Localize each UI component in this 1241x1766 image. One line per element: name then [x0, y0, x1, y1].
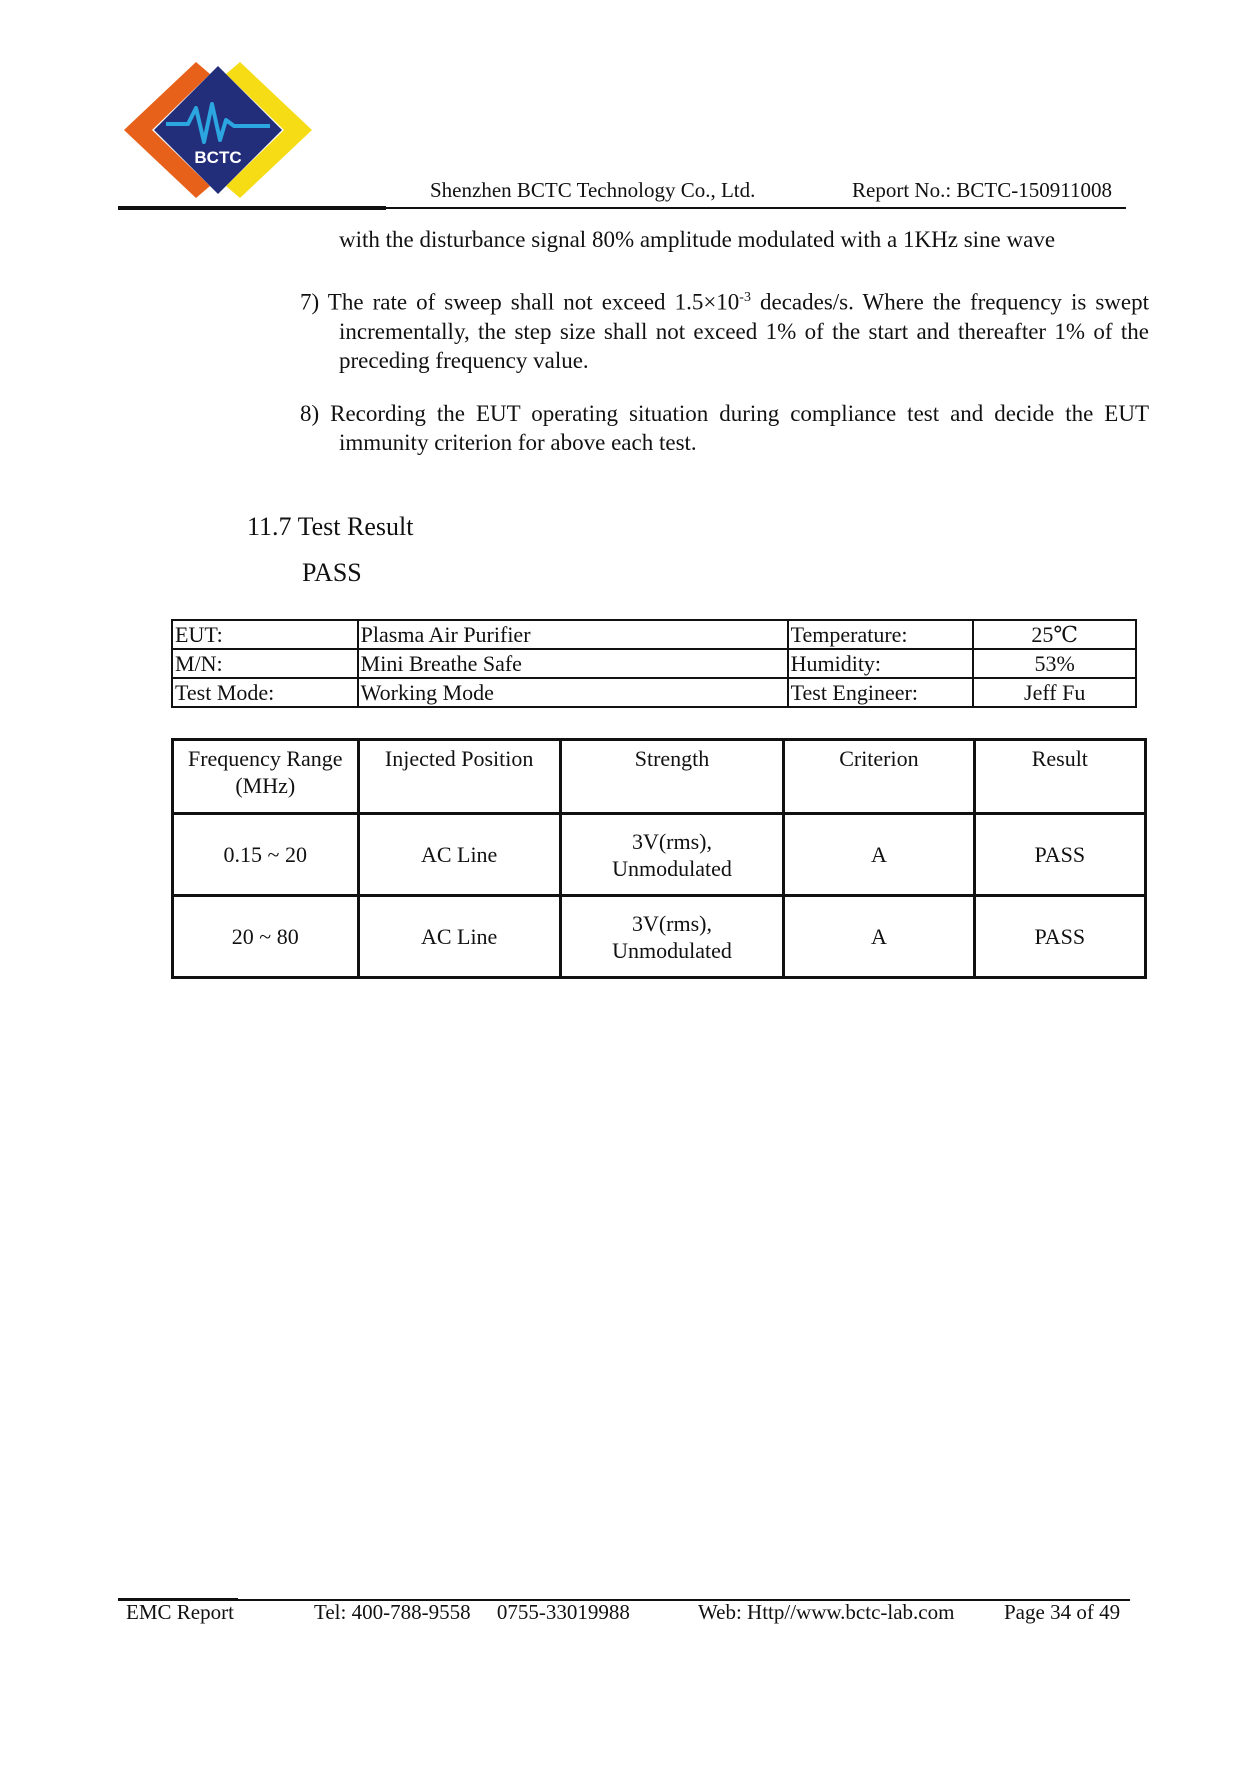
- bctc-logo: [118, 60, 318, 200]
- section-result: PASS: [302, 558, 362, 587]
- item8-text: 8) Recording the EUT operating situation during compliance test and decide the EUT immunity criterion for above each test.: [300, 401, 1149, 455]
- cell-criterion: A: [784, 814, 974, 896]
- footer-website: Web: Http//www.bctc-lab.com: [698, 1600, 955, 1624]
- header-injected-position: Injected Position: [358, 740, 560, 814]
- table-row: [172, 678, 1136, 707]
- header-rule-thin: [386, 207, 1126, 209]
- list-item-8: [300, 399, 1149, 457]
- info-value: Mini Breathe Safe: [358, 649, 788, 678]
- cell-strength: [560, 814, 783, 896]
- footer-telephone: Tel: 400-788-9558 0755-33019988: [314, 1600, 630, 1624]
- logo-text: BCTC: [194, 148, 242, 167]
- section-title: 11.7 Test Result: [247, 512, 414, 541]
- cell-position: AC Line: [358, 896, 560, 978]
- test-result-table: [171, 738, 1147, 979]
- item7-text-pre: 7) The rate of sweep shall not exceed 1.5×10: [300, 289, 740, 315]
- header-frequency-line1: Frequency Range: [187, 746, 343, 771]
- info-label: EUT:: [172, 620, 358, 649]
- info-label: Test Engineer:: [788, 678, 974, 707]
- strength-line2: Unmodulated: [612, 855, 732, 881]
- header-strength: Strength: [560, 740, 783, 814]
- eut-info-table: [171, 619, 1137, 708]
- info-value: 53%: [973, 649, 1136, 678]
- continuation-line: with the disturbance signal 80% amplitude modulated with a 1KHz sine wave: [339, 227, 1056, 252]
- table-row: [172, 620, 1136, 649]
- strength-line1: 3V(rms),: [631, 910, 713, 936]
- info-value: Plasma Air Purifier: [358, 620, 788, 649]
- strength-line2: Unmodulated: [612, 937, 732, 963]
- info-value: Jeff Fu: [973, 678, 1136, 707]
- item7-exponent: -3: [739, 290, 751, 305]
- header-company: Shenzhen BCTC Technology Co., Ltd.: [430, 178, 756, 202]
- table-row: [173, 814, 1146, 896]
- table-header-row: [173, 740, 1146, 814]
- item7-text-post: decades/s. Where the frequency is swept incrementally, the step size shall not exceed 1% of the start and thereafter 1% of the preceding frequency value.: [339, 289, 1149, 373]
- footer-page-number: Page 34 of 49: [1004, 1600, 1121, 1624]
- strength-line1: 3V(rms),: [631, 828, 713, 854]
- cell-frequency: 20 ~ 80: [173, 896, 359, 978]
- cell-criterion: A: [784, 896, 974, 978]
- info-label: M/N:: [172, 649, 358, 678]
- info-value: Working Mode: [358, 678, 788, 707]
- cell-position: AC Line: [358, 814, 560, 896]
- table-row: [173, 896, 1146, 978]
- info-label: Humidity:: [788, 649, 974, 678]
- info-value: 25℃: [973, 620, 1136, 649]
- cell-strength: [560, 896, 783, 978]
- cell-result: PASS: [974, 896, 1145, 978]
- header-result: Result: [974, 740, 1145, 814]
- header-frequency-line2: (MHz): [235, 773, 296, 798]
- header-criterion: Criterion: [784, 740, 974, 814]
- header-rule-thick: [118, 206, 386, 210]
- info-label: Test Mode:: [172, 678, 358, 707]
- header-frequency-range: [173, 740, 359, 814]
- cell-result: PASS: [974, 814, 1145, 896]
- list-item-7: [300, 283, 1149, 375]
- table-row: [172, 649, 1136, 678]
- info-label: Temperature:: [788, 620, 974, 649]
- cell-frequency: 0.15 ~ 20: [173, 814, 359, 896]
- footer-report-type: EMC Report: [126, 1600, 234, 1624]
- header-report-number: Report No.: BCTC-150911008: [852, 178, 1112, 202]
